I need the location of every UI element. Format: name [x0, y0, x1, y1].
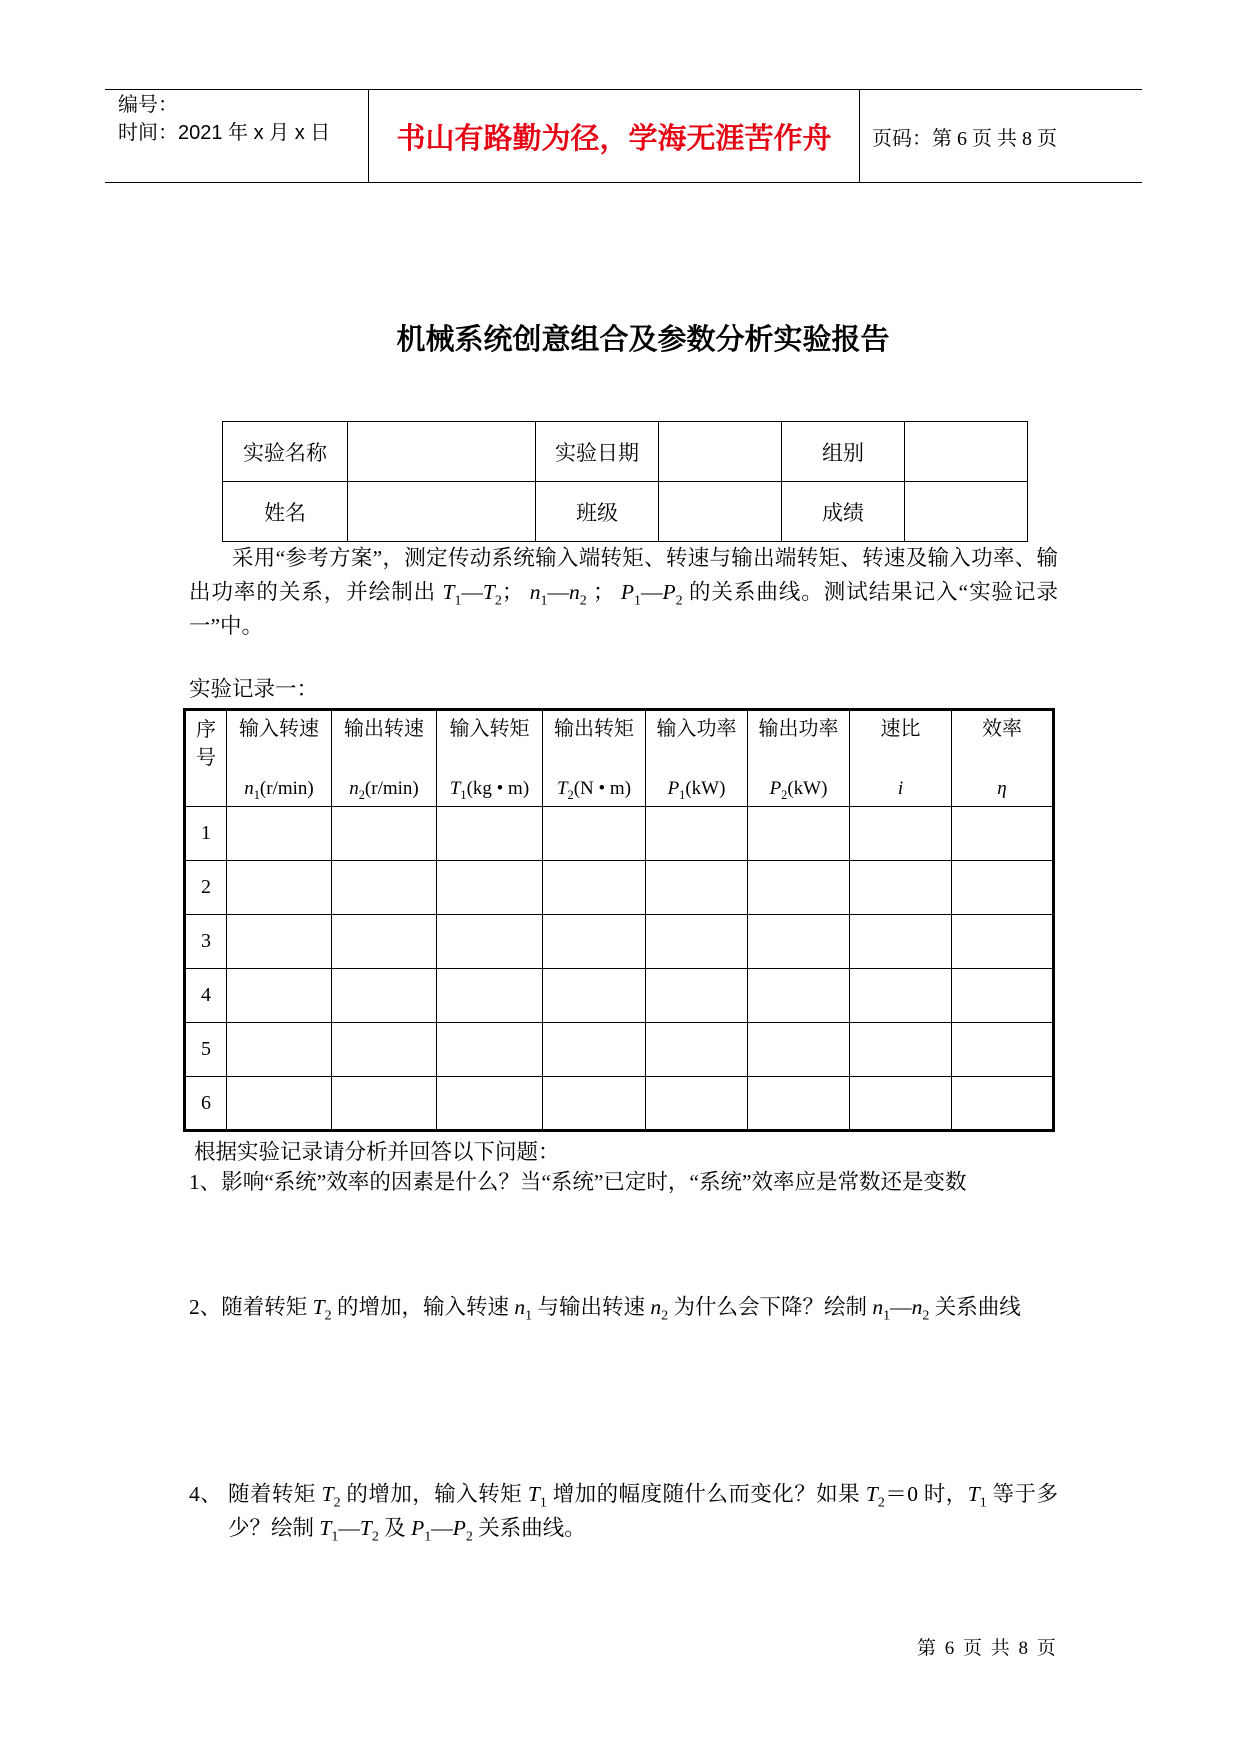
- column-header-content: [850, 711, 951, 806]
- variable-subscript: 2: [661, 1308, 669, 1324]
- column-label: 输入转速: [239, 718, 319, 740]
- table-row: [185, 861, 1054, 915]
- text-run: (r/min): [259, 778, 314, 799]
- table-row: [185, 915, 1054, 969]
- math-variable: [997, 778, 1006, 799]
- variable-symbol: T: [556, 778, 568, 799]
- table-cell: [437, 1077, 543, 1131]
- question-2: [189, 1290, 1058, 1324]
- table-cell: [850, 807, 952, 861]
- table-cell: [850, 969, 952, 1023]
- math-variable: [911, 1295, 930, 1324]
- header-motto: 书山有路勤为径，学海无涯苦作舟: [369, 90, 860, 182]
- header-row: [185, 710, 1054, 807]
- math-variable: [865, 1482, 885, 1511]
- column-header: [850, 710, 952, 807]
- table-cell: [227, 807, 332, 861]
- math-variable: [967, 1482, 987, 1511]
- text-run: 的增加，输入转速: [331, 1295, 515, 1319]
- variable-symbol: T: [442, 580, 455, 604]
- table-cell: [952, 969, 1054, 1023]
- text-run: 关系曲线: [929, 1295, 1021, 1319]
- page-footer: 第 6 页 共 8 页: [917, 1638, 1056, 1659]
- table-cell: [543, 1077, 646, 1131]
- math-variable: [898, 778, 903, 799]
- questions-intro: 根据实验记录请分析并回答以下问题：: [194, 1140, 560, 1164]
- math-variable: [667, 778, 686, 802]
- table-cell: [332, 969, 437, 1023]
- record-table-head: [185, 710, 1054, 807]
- text-run: 4、 随着转矩: [189, 1482, 322, 1506]
- table-cell: [748, 807, 850, 861]
- report-title: 机械系统创意组合及参数分析实验报告: [396, 324, 890, 356]
- math-variable: [411, 1516, 432, 1545]
- table-cell: [227, 969, 332, 1023]
- table-cell: [543, 807, 646, 861]
- variable-subscript: 1: [460, 787, 467, 802]
- table-row: [185, 807, 1054, 861]
- text-run: (r/min): [364, 778, 419, 799]
- info-label: 组别: [782, 422, 905, 482]
- column-header-content: [332, 711, 436, 806]
- column-header: [185, 710, 227, 807]
- table-cell: [952, 807, 1054, 861]
- column-unit: [668, 776, 726, 802]
- table-cell: [543, 861, 646, 915]
- math-variable: [319, 1516, 339, 1545]
- column-label: 输入功率: [656, 718, 737, 740]
- math-variable: [482, 580, 502, 609]
- serial-label: 编号：: [118, 94, 178, 116]
- table-cell: [646, 1077, 748, 1131]
- table-cell: [543, 915, 646, 969]
- column-header: [227, 710, 332, 807]
- column-label: 效率: [982, 718, 1022, 740]
- table-cell: [850, 1077, 952, 1131]
- text-run: —: [338, 1516, 360, 1540]
- column-header: [332, 710, 437, 807]
- info-value-cell: [659, 422, 782, 482]
- text-run: (N • m): [573, 778, 632, 799]
- info-value-cell: [348, 422, 536, 482]
- variable-symbol: n: [349, 778, 359, 799]
- info-row: [223, 422, 1028, 482]
- record-title: 实验记录一：: [189, 677, 319, 701]
- text-run: (kW): [685, 778, 726, 799]
- variable-subscript: 2: [781, 787, 788, 802]
- info-label: 实验日期: [536, 422, 659, 482]
- table-cell: [227, 1077, 332, 1131]
- info-value-cell: [905, 422, 1028, 482]
- row-number: 2: [185, 861, 227, 915]
- variable-symbol: T: [527, 1482, 540, 1506]
- table-cell: [952, 915, 1054, 969]
- math-variable: [568, 580, 587, 609]
- table-row: [185, 969, 1054, 1023]
- column-header-content: [437, 711, 542, 806]
- column-header: [543, 710, 646, 807]
- column-label: 输出转矩: [554, 718, 634, 740]
- table-cell: [332, 807, 437, 861]
- table-cell: [437, 807, 543, 861]
- info-row: [223, 482, 1028, 542]
- text-run: 与输出转速: [532, 1295, 651, 1319]
- table-cell: [437, 969, 543, 1023]
- text-run: (kW): [787, 778, 828, 799]
- table-cell: [646, 1023, 748, 1077]
- math-variable: [312, 1295, 332, 1324]
- table-cell: [748, 915, 850, 969]
- column-unit: [557, 776, 631, 802]
- text-run: ；: [586, 580, 621, 604]
- table-cell: [437, 1023, 543, 1077]
- math-variable: [321, 1482, 341, 1511]
- text-run: 为什么会下降？绘制: [668, 1295, 873, 1319]
- table-cell: [850, 861, 952, 915]
- variable-subscript: 2: [579, 593, 587, 609]
- column-header-content: [543, 711, 645, 806]
- math-variable: [872, 1295, 891, 1324]
- text-run: 关系曲线。: [472, 1516, 586, 1540]
- info-table: [222, 421, 1028, 542]
- record-table-body: [185, 807, 1054, 1131]
- row-number: 5: [185, 1023, 227, 1077]
- variable-subscript: 1: [979, 1495, 987, 1511]
- table-row: [185, 1023, 1054, 1077]
- math-variable: [650, 1295, 669, 1324]
- variable-symbol: P: [662, 580, 676, 604]
- table-cell: [748, 1077, 850, 1131]
- table-cell: [952, 1023, 1054, 1077]
- math-variable: [359, 1516, 379, 1545]
- variable-subscript: 2: [494, 593, 502, 609]
- variable-symbol: T: [482, 580, 495, 604]
- table-cell: [646, 969, 748, 1023]
- variable-symbol: P: [411, 1516, 425, 1540]
- record-table: [183, 708, 1055, 1132]
- table-cell: [646, 861, 748, 915]
- table-cell: [437, 861, 543, 915]
- text-run: 增加的幅度随什么而变化？如果: [546, 1482, 866, 1506]
- table-cell: [850, 915, 952, 969]
- column-label: 速比: [880, 718, 921, 740]
- table-cell: [748, 1023, 850, 1077]
- row-number: 6: [185, 1077, 227, 1131]
- column-header: [437, 710, 543, 807]
- table-cell: [227, 861, 332, 915]
- variable-symbol: P: [667, 778, 680, 799]
- table-cell: [437, 915, 543, 969]
- column-header: [952, 710, 1054, 807]
- table-cell: [332, 1077, 437, 1131]
- text-run: —: [431, 1516, 453, 1540]
- table-cell: [543, 1023, 646, 1077]
- column-header-content: [227, 711, 331, 806]
- math-variable: [244, 778, 260, 802]
- column-unit: [997, 776, 1006, 802]
- variable-symbol: T: [312, 1295, 325, 1319]
- header-page-label: 页码：第 6 页 共 8 页: [872, 127, 1057, 150]
- variable-symbol: T: [967, 1482, 980, 1506]
- text-run: 及: [378, 1516, 412, 1540]
- table-cell: [748, 969, 850, 1023]
- table-cell: [332, 861, 437, 915]
- table-cell: [952, 861, 1054, 915]
- info-label: 实验名称: [223, 422, 348, 482]
- variable-subscript: 1: [679, 787, 686, 802]
- variable-subscript: 2: [675, 593, 683, 609]
- text-run: —: [547, 580, 569, 604]
- info-label: 姓名: [223, 482, 348, 542]
- variable-subscript: 2: [333, 1495, 341, 1511]
- variable-symbol: n: [514, 1295, 526, 1319]
- column-header: [646, 710, 748, 807]
- row-number: 4: [185, 969, 227, 1023]
- column-unit: [349, 776, 419, 802]
- column-header-content: [748, 711, 849, 806]
- question-1: 1、影响“系统”效率的因素是什么？当“系统”已定时，“系统”效率应是常数还是变数: [189, 1170, 967, 1194]
- time-label: 时间：2021 年 x 月 x 日: [118, 122, 331, 144]
- intro-paragraph: [189, 541, 1058, 643]
- info-label: 班级: [536, 482, 659, 542]
- text-run: —: [641, 580, 663, 604]
- table-row: [185, 1077, 1054, 1131]
- variable-subscript: 1: [525, 1308, 533, 1324]
- variable-symbol: T: [359, 1516, 372, 1540]
- variable-subscript: 2: [877, 1495, 885, 1511]
- variable-subscript: 1: [540, 593, 548, 609]
- math-variable: [449, 778, 467, 802]
- variable-symbol: n: [529, 580, 541, 604]
- variable-subscript: 2: [371, 1529, 379, 1545]
- header-meta: [105, 90, 369, 182]
- math-variable: [527, 1482, 547, 1511]
- table-cell: [227, 1023, 332, 1077]
- math-variable: [769, 778, 788, 802]
- text-run: —: [461, 580, 483, 604]
- table-cell: [646, 915, 748, 969]
- table-cell: [332, 1023, 437, 1077]
- table-cell: [850, 1023, 952, 1077]
- variable-symbol: n: [244, 778, 254, 799]
- table-cell: [227, 915, 332, 969]
- variable-symbol: T: [449, 778, 461, 799]
- math-variable: [452, 1516, 473, 1545]
- math-variable: [514, 1295, 533, 1324]
- variable-symbol: n: [911, 1295, 923, 1319]
- math-variable: [662, 580, 683, 609]
- variable-symbol: η: [997, 778, 1007, 799]
- variable-subscript: 2: [465, 1529, 473, 1545]
- variable-subscript: 1: [454, 593, 462, 609]
- info-table-body: [223, 422, 1028, 542]
- variable-subscript: 1: [253, 787, 260, 802]
- question-4: [189, 1477, 1058, 1545]
- table-cell: [543, 969, 646, 1023]
- variable-symbol: n: [568, 580, 580, 604]
- variable-symbol: n: [872, 1295, 884, 1319]
- table-cell: [332, 915, 437, 969]
- math-variable: [442, 580, 462, 609]
- variable-symbol: P: [769, 778, 782, 799]
- variable-subscript: 1: [539, 1495, 547, 1511]
- variable-symbol: i: [897, 778, 904, 799]
- text-run: 采用“参考方案”，测定传动系统输入端转矩、转速与输出端转矩、转速及输入功率、输出功率的关系，并绘制出: [189, 546, 1058, 604]
- column-unit: [450, 776, 529, 802]
- math-variable: [349, 778, 365, 802]
- variable-symbol: T: [321, 1482, 334, 1506]
- column-unit: [898, 776, 903, 802]
- info-value-cell: [348, 482, 536, 542]
- text-run: 2、随着转矩: [189, 1295, 313, 1319]
- text-run: ；: [501, 580, 530, 604]
- text-run: 等于多少？绘制: [228, 1482, 1058, 1540]
- variable-subscript: 2: [567, 787, 574, 802]
- column-header-content: [646, 711, 747, 806]
- table-cell: [952, 1077, 1054, 1131]
- row-number: 3: [185, 915, 227, 969]
- math-variable: [620, 580, 641, 609]
- column-header-content: [952, 711, 1052, 806]
- variable-subscript: 1: [424, 1529, 432, 1545]
- column-label: 序号: [196, 719, 216, 769]
- text-run: (kg • m): [466, 778, 530, 799]
- column-header: [748, 710, 850, 807]
- variable-subscript: 1: [883, 1308, 891, 1324]
- variable-symbol: T: [865, 1482, 878, 1506]
- variable-symbol: P: [452, 1516, 466, 1540]
- table-cell: [646, 807, 748, 861]
- variable-symbol: T: [319, 1516, 332, 1540]
- row-number: 1: [185, 807, 227, 861]
- variable-subscript: 2: [922, 1308, 930, 1324]
- math-variable: [556, 778, 574, 802]
- variable-subscript: 1: [331, 1529, 339, 1545]
- column-label: 输出功率: [758, 718, 839, 740]
- page-header: [105, 89, 1142, 183]
- info-label: 成绩: [782, 482, 905, 542]
- variable-symbol: n: [650, 1295, 662, 1319]
- column-label: 输入转矩: [449, 718, 530, 740]
- variable-subscript: 2: [358, 787, 365, 802]
- text-run: 的关系曲线。测试结果记入“实验记录一”中。: [189, 580, 1058, 638]
- variable-subscript: 1: [634, 593, 641, 609]
- text-run: ＝0 时，: [884, 1482, 968, 1506]
- table-cell: [748, 861, 850, 915]
- info-value-cell: [659, 482, 782, 542]
- text-run: 的增加，输入转矩: [340, 1482, 528, 1506]
- variable-subscript: 2: [324, 1308, 332, 1324]
- variable-symbol: P: [620, 580, 635, 604]
- column-label: 输出转速: [344, 718, 424, 740]
- column-unit: [770, 776, 828, 802]
- text-run: —: [890, 1295, 912, 1319]
- info-value-cell: [905, 482, 1028, 542]
- math-variable: [529, 580, 548, 609]
- column-unit: [244, 776, 314, 802]
